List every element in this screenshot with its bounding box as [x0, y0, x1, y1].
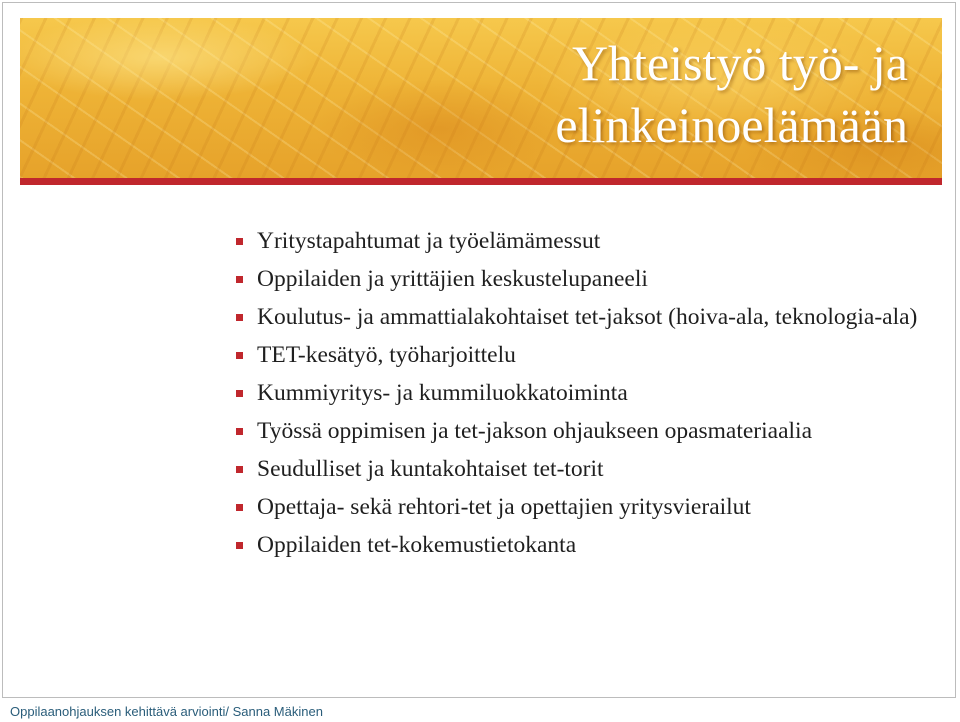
square-bullet-icon	[236, 238, 243, 245]
square-bullet-icon	[236, 390, 243, 397]
bullet-item	[232, 340, 922, 370]
bullet-text: Opettaja- sekä rehtori-tet ja opettajien yritysvierailut	[257, 494, 751, 520]
bullet-text: Kummiyritys- ja kummiluokkatoiminta	[257, 380, 628, 406]
bullet-text: TET-kesätyö, työharjoittelu	[257, 342, 516, 368]
slide-footer: Oppilaanohjauksen kehittävä arviointi/ Sanna Mäkinen	[10, 704, 323, 719]
title-banner	[20, 18, 942, 178]
slide-title	[555, 32, 908, 156]
bullet-text: Oppilaiden tet-kokemustietokanta	[257, 532, 577, 558]
bullet-item	[232, 302, 922, 332]
square-bullet-icon	[236, 276, 243, 283]
square-bullet-icon	[236, 352, 243, 359]
bullet-item	[232, 226, 922, 256]
square-bullet-icon	[236, 428, 243, 435]
bullet-item	[232, 492, 922, 522]
bullet-text: Oppilaiden ja yrittäjien keskustelupaneeli	[257, 266, 648, 292]
bullet-list	[232, 226, 922, 568]
bullet-text: Seudulliset ja kuntakohtaiset tet-torit	[257, 456, 604, 482]
bullet-item	[232, 530, 922, 560]
title-accent-bar	[20, 178, 942, 185]
square-bullet-icon	[236, 314, 243, 321]
square-bullet-icon	[236, 466, 243, 473]
bullet-text: Koulutus- ja ammattialakohtaiset tet-jaksot (hoiva-ala, teknologia-ala)	[257, 304, 918, 330]
bullet-text: Työssä oppimisen ja tet-jakson ohjaukseen opasmateriaalia	[257, 418, 813, 444]
square-bullet-icon	[236, 542, 243, 549]
bullet-text: Yritystapahtumat ja työelämämessut	[257, 228, 601, 254]
square-bullet-icon	[236, 504, 243, 511]
bullet-item	[232, 378, 922, 408]
bullet-item	[232, 264, 922, 294]
slide-title-line-1: Yhteistyö työ- ja	[571, 35, 908, 91]
slide-title-line-2: elinkeinoelämään	[555, 97, 908, 153]
bullet-item	[232, 454, 922, 484]
bullet-item	[232, 416, 922, 446]
